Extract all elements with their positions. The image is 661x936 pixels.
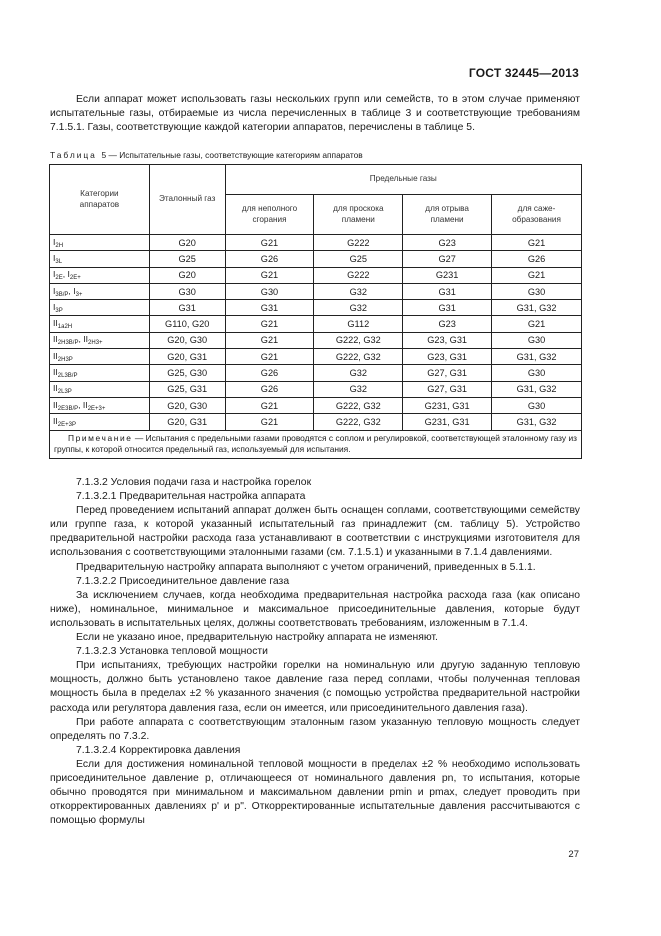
- category-main: II: [53, 350, 58, 361]
- reference-gas-cell: G25: [149, 251, 225, 267]
- limit-gas-cell: G26: [492, 251, 582, 267]
- reference-gas-cell: G30: [149, 283, 225, 299]
- category-subscript: 2H3B/P: [57, 340, 79, 347]
- paragraph: За исключением случаев, когда необходима предварительная настройка расхода газа (как описано ниже), номинальное, минимальное и максимальное присоединительные давления, которые будут использовать в испытательных целях, должны соответствовать требованиям, изложенным в 7.1.4.: [50, 589, 580, 629]
- paragraph: Если аппарат может использовать газы нескольких групп или семейств, то в этом случае применяют испытательные газы, отбираемые из числа перечисленных в таблице 3 и соответствующие требованиям 7.1.5.1. Газы, соответствующие каждой категории аппаратов, перечислены в таблице 5.: [50, 94, 580, 134]
- paragraph: Предварительную настройку аппарата выполняют с учетом ограничений, приведенных в 5.1.1.: [76, 561, 536, 573]
- table-caption: [50, 150, 363, 160]
- category-subscript: 3+: [75, 291, 83, 298]
- limit-gas-cell: G32: [314, 283, 403, 299]
- limit-gas-cell: G222, G32: [314, 414, 403, 430]
- paragraph: При испытаниях, требующих настройки горелки на номинальную или другую заданную тепловую мощность, должно быть установлено такое давление газа перед соплами, чтобы полученная тепловая мощность была в пределах ±2 % указанного значения (с помощью устройства предварительной настройки расхода или регулятора давления газа, если он имеется, или присоединительного давления газа).: [50, 660, 580, 714]
- category-main: I: [53, 236, 56, 247]
- limit-gas-cell: G31, G32: [492, 349, 582, 365]
- limit-gas-cell: G30: [492, 283, 582, 299]
- category-main: II: [83, 334, 89, 345]
- table-caption-number: 5: [101, 150, 107, 160]
- reference-gas-cell: G20, G30: [149, 397, 225, 413]
- limit-gas-cell: G231, G31: [403, 414, 492, 430]
- category-main: I: [73, 285, 76, 296]
- limit-gas-cell: G21: [492, 316, 582, 332]
- category-subscript: 2E+3P: [57, 421, 76, 428]
- limit-gas-cell: G31: [403, 283, 492, 299]
- table-row: [50, 283, 582, 299]
- category-subscript: 2H: [55, 242, 64, 249]
- limit-gas-cell: G222, G32: [314, 349, 403, 365]
- limit-gas-cell: G31, G32: [492, 300, 582, 316]
- limit-gas-cell: G25: [314, 251, 403, 267]
- category-subscript: 2E: [55, 275, 63, 282]
- paragraph: Перед проведением испытаний аппарат должен быть оснащен соплами, соответствующими семейству или группе газа, к которой указанный испытательный газ принадлежит (см. таблицу 5). Устройство предварительной настройки расхода газа устанавливают в соответствии с инструкциями изготовителя для использования с соответствующими эталонными газами (см. 7.1.5.1) и указанными в 7.1.4 давлениями.: [50, 505, 580, 559]
- category-subscript: 2H3P: [57, 356, 73, 363]
- header-category: Категории аппаратов: [50, 165, 150, 235]
- limit-gas-cell: G30: [492, 332, 582, 348]
- page-number: 27: [568, 849, 579, 860]
- table-row: [50, 365, 582, 381]
- category-subscript: 2E+: [69, 275, 81, 282]
- category-subscript: 3L: [55, 258, 63, 265]
- category-main: II: [82, 399, 88, 410]
- header-sooting: для саже-образования: [492, 195, 582, 235]
- limit-gas-cell: G31, G32: [492, 381, 582, 397]
- limit-gas-cell: G222: [314, 235, 403, 251]
- table-row: [50, 332, 582, 348]
- reference-gas-cell: G20, G31: [149, 349, 225, 365]
- note-text: — Испытания с предельными газами проводятся с соплом и регулировкой, соответствующей эталонному газу из группы, к которой относится предельный газ, используемый для испытания.: [54, 432, 577, 455]
- table-row: [50, 381, 582, 397]
- limit-gas-cell: G23: [403, 235, 492, 251]
- category-cell: $II_{2E3B/P}$, $II_{2E+3+}$: [50, 397, 150, 413]
- category-main: I: [67, 269, 70, 280]
- table-row: [50, 414, 582, 430]
- category-subscript: 2L3B/P: [57, 373, 78, 380]
- category-cell: $II_{2H3B/P}$, $II_{2H3+}$: [50, 332, 150, 348]
- table-row: [50, 251, 582, 267]
- limit-gas-cell: G30: [492, 365, 582, 381]
- category-subscript: 2E+3+: [87, 405, 106, 412]
- category-main: II: [53, 318, 58, 329]
- header-reference-gas: Эталонный газ: [149, 165, 225, 235]
- table-row: [50, 316, 582, 332]
- section-heading: 7.1.3.2.3 Установка тепловой мощности: [76, 646, 268, 658]
- category-main: I: [53, 285, 56, 296]
- limit-gas-cell: G23: [403, 316, 492, 332]
- table-row: [50, 349, 582, 365]
- category-subscript: 2H3+: [88, 340, 103, 347]
- limit-gas-cell: G26: [225, 381, 314, 397]
- category-subscript: 1a2H: [57, 324, 73, 331]
- table-row: [50, 235, 582, 251]
- intro-paragraph: [50, 93, 580, 136]
- section-heading: 7.1.3.2 Условия подачи газа и настройка горелок: [76, 477, 312, 488]
- limit-gas-cell: G30: [225, 283, 314, 299]
- category-main: I: [53, 269, 56, 280]
- reference-gas-cell: G31: [149, 300, 225, 316]
- document-header: ГОСТ 32445—2013: [468, 66, 579, 80]
- paragraph: Если не указано иное, предварительную настройку аппарата не изменяют.: [76, 632, 438, 644]
- limit-gas-cell: G231: [403, 267, 492, 283]
- section-heading: 7.1.3.2.2 Присоединительное давление газа: [76, 575, 290, 587]
- paragraph: При работе аппарата с соответствующим эталонным газом указанную тепловую мощность следует определять по 7.3.2.: [50, 716, 580, 742]
- section-heading: 7.1.3.2.4 Корректировка давления: [76, 744, 241, 756]
- limit-gas-cell: G231, G31: [403, 397, 492, 413]
- category-main: I: [53, 301, 56, 312]
- note-prefix: Примечание: [68, 432, 133, 443]
- limit-gas-cell: G21: [225, 349, 314, 365]
- body-text: [50, 476, 580, 828]
- category-cell: [50, 414, 150, 430]
- category-cell: [50, 381, 150, 397]
- limit-gas-cell: G222, G32: [314, 332, 403, 348]
- category-cell: [50, 349, 150, 365]
- header-incomplete-combustion: для неполного сгорания: [225, 195, 314, 235]
- category-subscript: 2E3B/P: [57, 405, 79, 412]
- limit-gas-cell: G21: [225, 332, 314, 348]
- category-main: II: [53, 415, 58, 426]
- limit-gas-cell: G31: [225, 300, 314, 316]
- table-row: [50, 397, 582, 413]
- paragraph: Если для достижения номинальной тепловой мощности в пределах ±2 % необходимо использовать присоединительное давление p, отличающееся от номинального давления pn, то испытания, которые обычно проводятся при минимальном и максимальном давлении pmin и pmax, следует проводить при откорректированных давлениях p' и p". Откорректированные испытательные давления рассчитываются с помощью формулы: [50, 758, 580, 827]
- category-main: II: [53, 399, 58, 410]
- limit-gas-cell: G21: [225, 316, 314, 332]
- limit-gas-cell: G21: [225, 414, 314, 430]
- test-gases-table: [49, 164, 582, 459]
- reference-gas-cell: G110, G20: [149, 316, 225, 332]
- category-cell: [50, 316, 150, 332]
- limit-gas-cell: G21: [225, 397, 314, 413]
- limit-gas-cell: G222: [314, 267, 403, 283]
- reference-gas-cell: G20, G30: [149, 332, 225, 348]
- limit-gas-cell: G23, G31: [403, 332, 492, 348]
- limit-gas-cell: G31: [403, 300, 492, 316]
- limit-gas-cell: G32: [314, 300, 403, 316]
- limit-gas-cell: G31, G32: [492, 414, 582, 430]
- limit-gas-cell: G222, G32: [314, 397, 403, 413]
- reference-gas-cell: G20: [149, 267, 225, 283]
- limit-gas-cell: G27: [403, 251, 492, 267]
- limit-gas-cell: G26: [225, 365, 314, 381]
- category-cell: [50, 235, 150, 251]
- reference-gas-cell: G25, G30: [149, 365, 225, 381]
- category-cell: [50, 365, 150, 381]
- limit-gas-cell: G21: [225, 267, 314, 283]
- limit-gas-cell: G30: [492, 397, 582, 413]
- limit-gas-cell: G21: [492, 235, 582, 251]
- limit-gas-cell: G23, G31: [403, 349, 492, 365]
- limit-gas-cell: G32: [314, 365, 403, 381]
- table-caption-prefix: Таблица: [50, 150, 97, 160]
- limit-gas-cell: G27, G31: [403, 381, 492, 397]
- header-flame-lift: для отрыва пламени: [403, 195, 492, 235]
- section-heading: 7.1.3.2.1 Предварительная настройка аппарата: [76, 491, 306, 503]
- limit-gas-cell: G32: [314, 381, 403, 397]
- category-cell: $I_{3B/P}$, $I_{3+}$: [50, 283, 150, 299]
- category-main: I: [53, 252, 56, 263]
- category-cell: $I_{2E}$, $I_{2E+}$: [50, 267, 150, 283]
- category-main: II: [53, 334, 58, 345]
- limit-gas-cell: G21: [492, 267, 582, 283]
- category-cell: [50, 300, 150, 316]
- reference-gas-cell: G25, G31: [149, 381, 225, 397]
- table-row: [50, 267, 582, 283]
- reference-gas-cell: G20: [149, 235, 225, 251]
- table-caption-title: — Испытательные газы, соответствующие категориям аппаратов: [108, 150, 363, 160]
- header-flashback: для проскока пламени: [314, 195, 403, 235]
- limit-gas-cell: G112: [314, 316, 403, 332]
- limit-gas-cell: G27, G31: [403, 365, 492, 381]
- limit-gas-cell: G21: [225, 235, 314, 251]
- category-subscript: 2L3P: [57, 389, 72, 396]
- category-cell: [50, 251, 150, 267]
- table-row: [50, 300, 582, 316]
- limit-gas-cell: G26: [225, 251, 314, 267]
- category-subscript: 3P: [55, 307, 63, 314]
- reference-gas-cell: G20, G31: [149, 414, 225, 430]
- table-note: [50, 430, 582, 458]
- header-limit-gases: Предельные газы: [225, 165, 581, 195]
- category-main: II: [53, 367, 58, 378]
- category-subscript: 3B/P: [55, 291, 69, 298]
- category-main: II: [53, 383, 58, 394]
